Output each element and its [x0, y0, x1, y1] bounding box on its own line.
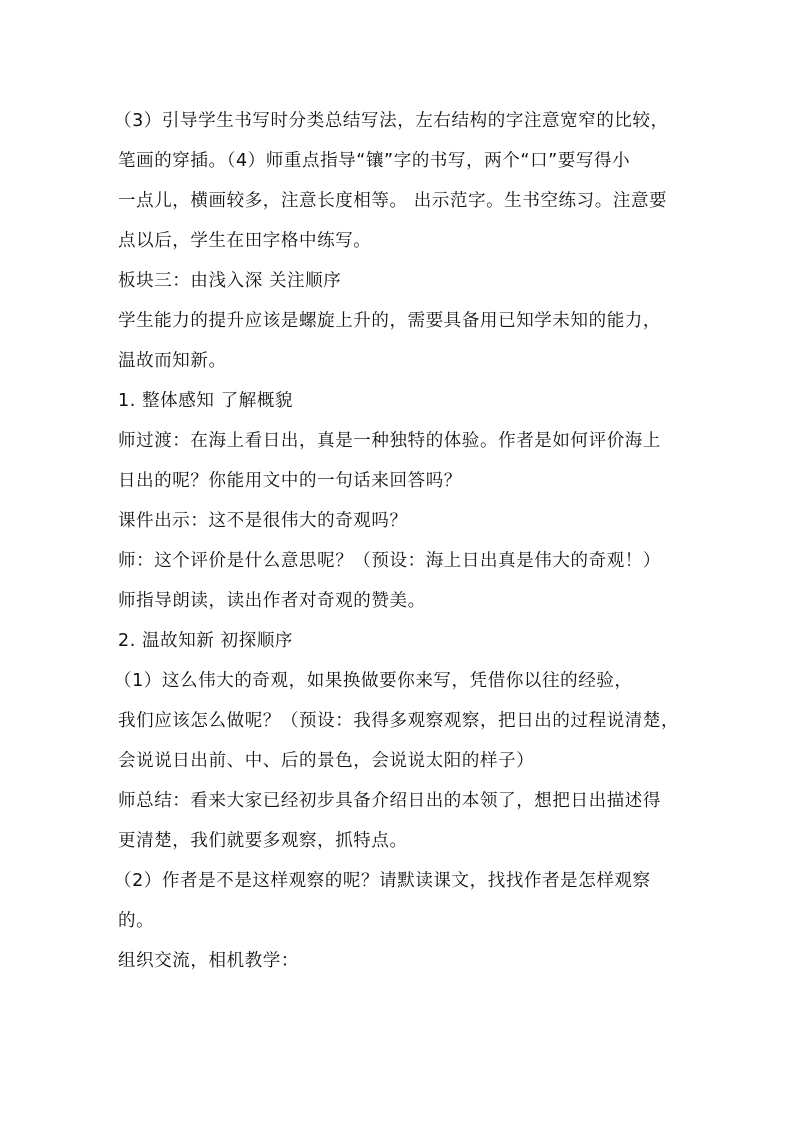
paragraph-line: 组织交流，相机教学： — [118, 951, 299, 971]
subsection-heading: 1. 整体感知 了解概貌 — [118, 391, 294, 411]
paragraph-line: 更清楚，我们就要多观察，抓特点。 — [118, 831, 408, 851]
document-body — [114, 101, 688, 981]
paragraph-line: 一点儿，横画较多，注意长度相等。 出示范字。生书空练习。注意要 — [118, 191, 668, 211]
paragraph-line: 师指导朗读，读出作者对奇观的赞美。 — [118, 591, 426, 611]
paragraph-line: 师总结：看来大家已经初步具备介绍日出的本领了，想把日出描述得 — [118, 791, 661, 811]
paragraph-line: 师过渡：在海上看日出，真是一种独特的体验。作者是如何评价海上 — [118, 431, 661, 451]
paragraph-line: 课件出示：这不是很伟大的奇观吗？ — [118, 511, 408, 531]
paragraph-line: 笔画的穿插。（4）师重点指导“镶”字的书写，两个“口”要写得小 — [118, 151, 631, 171]
paragraph-line: 学生能力的提升应该是螺旋上升的，需要具备用已知学未知的能力， — [118, 311, 661, 331]
section-heading: 板块三：由浅入深 关注顺序 — [118, 271, 342, 291]
paragraph-line: 日出的呢？你能用文中的一句话来回答吗？ — [118, 471, 462, 491]
subsection-heading: 2. 温故知新 初探顺序 — [118, 631, 294, 651]
paragraph-line: 点以后，学生在田字格中练写。 — [118, 231, 372, 251]
paragraph-line: （3）引导学生书写时分类总结写法，左右结构的字注意宽窄的比较， — [114, 111, 669, 131]
paragraph-line: （2）作者是不是这样观察的呢？请默读课文，找找作者是怎样观察 — [114, 871, 651, 891]
paragraph-line: 师：这个评价是什么意思呢？（预设：海上日出真是伟大的奇观！） — [118, 551, 661, 571]
paragraph-line: 的。 — [118, 911, 155, 931]
paragraph-line: （1）这么伟大的奇观，如果换做要你来写，凭借你以往的经验， — [114, 671, 633, 691]
paragraph-line: 我们应该怎么做呢？（预设：我得多观察观察，把日出的过程说清楚， — [118, 711, 680, 731]
paragraph-line: 温故而知新。 — [118, 351, 227, 371]
paragraph-line: 会说说日出前、中、后的景色，会说说太阳的样子） — [118, 751, 535, 771]
